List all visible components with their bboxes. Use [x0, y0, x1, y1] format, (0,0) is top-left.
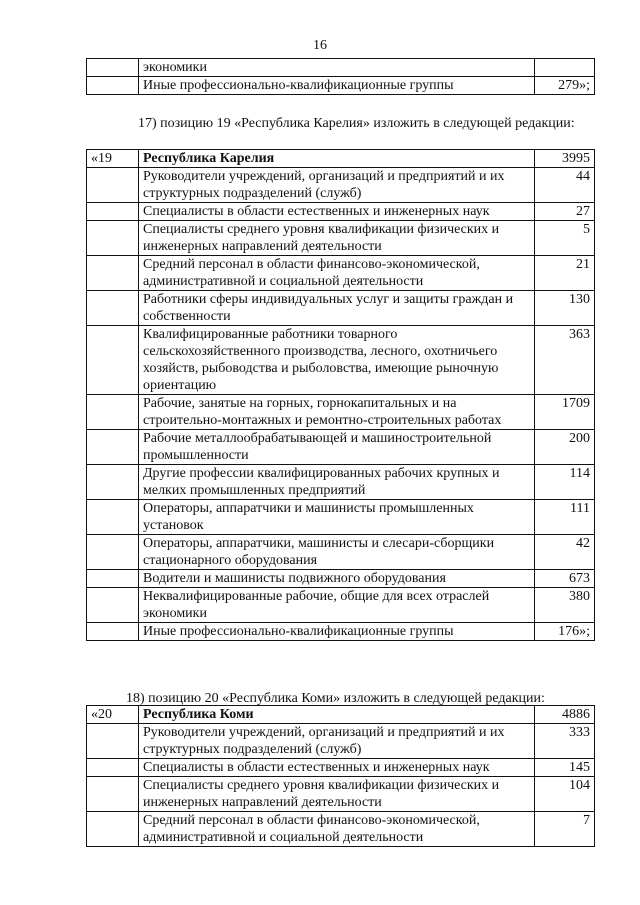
value-cell: 279»;	[535, 77, 595, 95]
name-cell: Другие профессии квалифицированных рабочих крупных и мелких промышленных предприятий	[139, 465, 535, 500]
value-cell: 5	[535, 221, 595, 256]
name-cell: Руководители учреждений, организаций и предприятий и их структурных подразделений (служб)	[139, 724, 535, 759]
code-cell	[87, 812, 139, 847]
value-cell: 333	[535, 724, 595, 759]
value-cell: 104	[535, 777, 595, 812]
paragraph-18: 18) позицию 20 «Республика Коми» изложить в следующей редакции:	[126, 691, 545, 706]
page-number: 16	[313, 38, 327, 53]
name-cell: Специалисты среднего уровня квалификации физических и инженерных направлений деятельности	[139, 777, 535, 812]
table-row	[87, 588, 595, 623]
value-cell: 3995	[535, 150, 595, 168]
value-cell: 42	[535, 535, 595, 570]
top-table-continuation	[86, 58, 595, 95]
value-cell: 380	[535, 588, 595, 623]
name-cell: экономики	[139, 59, 535, 77]
name-cell: Операторы, аппаратчики и машинисты промышленных установок	[139, 500, 535, 535]
code-cell	[87, 395, 139, 430]
name-cell: Иные профессионально-квалификационные группы	[139, 77, 535, 95]
name-cell: Специалисты среднего уровня квалификации физических и инженерных направлений деятельности	[139, 221, 535, 256]
name-cell: Иные профессионально-квалификационные группы	[139, 623, 535, 641]
code-cell	[87, 759, 139, 777]
name-cell: Руководители учреждений, организаций и предприятий и их структурных подразделений (служб)	[139, 168, 535, 203]
name-cell: Работники сферы индивидуальных услуг и защиты граждан и собственности	[139, 291, 535, 326]
code-cell	[87, 203, 139, 221]
table-row	[87, 326, 595, 395]
code-cell	[87, 256, 139, 291]
value-cell: 4886	[535, 706, 595, 724]
name-cell: Рабочие металлообрабатывающей и машиностроительной промышленности	[139, 430, 535, 465]
table-row	[87, 570, 595, 588]
table-row	[87, 150, 595, 168]
value-cell: 130	[535, 291, 595, 326]
code-cell	[87, 465, 139, 500]
name-cell: Неквалифицированные рабочие, общие для всех отраслей экономики	[139, 588, 535, 623]
code-cell	[87, 588, 139, 623]
table-row	[87, 203, 595, 221]
code-cell	[87, 535, 139, 570]
table-row	[87, 777, 595, 812]
table-row	[87, 430, 595, 465]
code-cell	[87, 168, 139, 203]
name-cell: Республика Карелия	[139, 150, 535, 168]
value-cell: 176»;	[535, 623, 595, 641]
name-cell: Специалисты в области естественных и инженерных наук	[139, 203, 535, 221]
value-cell: 363	[535, 326, 595, 395]
table-row	[87, 59, 595, 77]
table-row	[87, 535, 595, 570]
value-cell: 27	[535, 203, 595, 221]
table-row	[87, 256, 595, 291]
code-cell	[87, 59, 139, 77]
code-cell: «19	[87, 150, 139, 168]
code-cell	[87, 77, 139, 95]
table-row	[87, 759, 595, 777]
table-row	[87, 395, 595, 430]
value-cell: 44	[535, 168, 595, 203]
name-cell: Водители и машинисты подвижного оборудования	[139, 570, 535, 588]
name-cell: Республика Коми	[139, 706, 535, 724]
code-cell: «20	[87, 706, 139, 724]
name-cell: Специалисты в области естественных и инженерных наук	[139, 759, 535, 777]
code-cell	[87, 326, 139, 395]
name-cell: Рабочие, занятые на горных, горнокапитальных и на строительно-монтажных и ремонтно-строительных работах	[139, 395, 535, 430]
value-cell: 111	[535, 500, 595, 535]
table-row	[87, 168, 595, 203]
value-cell	[535, 59, 595, 77]
table-row	[87, 500, 595, 535]
table-row	[87, 465, 595, 500]
code-cell	[87, 777, 139, 812]
code-cell	[87, 291, 139, 326]
table-row	[87, 291, 595, 326]
value-cell: 114	[535, 465, 595, 500]
name-cell: Средний персонал в области финансово-экономической, административной и социальной деятельности	[139, 812, 535, 847]
code-cell	[87, 500, 139, 535]
table-row	[87, 724, 595, 759]
value-cell: 200	[535, 430, 595, 465]
code-cell	[87, 623, 139, 641]
value-cell: 21	[535, 256, 595, 291]
value-cell: 673	[535, 570, 595, 588]
code-cell	[87, 221, 139, 256]
code-cell	[87, 430, 139, 465]
name-cell: Операторы, аппаратчики, машинисты и слесари-сборщики стационарного оборудования	[139, 535, 535, 570]
code-cell	[87, 724, 139, 759]
komi-table	[86, 705, 595, 847]
table-row	[87, 77, 595, 95]
name-cell: Средний персонал в области финансово-экономической, административной и социальной деятельности	[139, 256, 535, 291]
table-row	[87, 623, 595, 641]
karelia-table	[86, 149, 595, 641]
table-row	[87, 221, 595, 256]
table-row	[87, 706, 595, 724]
value-cell: 1709	[535, 395, 595, 430]
value-cell: 7	[535, 812, 595, 847]
value-cell: 145	[535, 759, 595, 777]
name-cell: Квалифицированные работники товарного сельскохозяйственного производства, лесного, охотничьего хозяйств, рыбоводства и рыболовства, имеющие рыночную ориентацию	[139, 326, 535, 395]
table-row	[87, 812, 595, 847]
paragraph-17: 17) позицию 19 «Республика Карелия» изложить в следующей редакции:	[138, 116, 575, 131]
code-cell	[87, 570, 139, 588]
